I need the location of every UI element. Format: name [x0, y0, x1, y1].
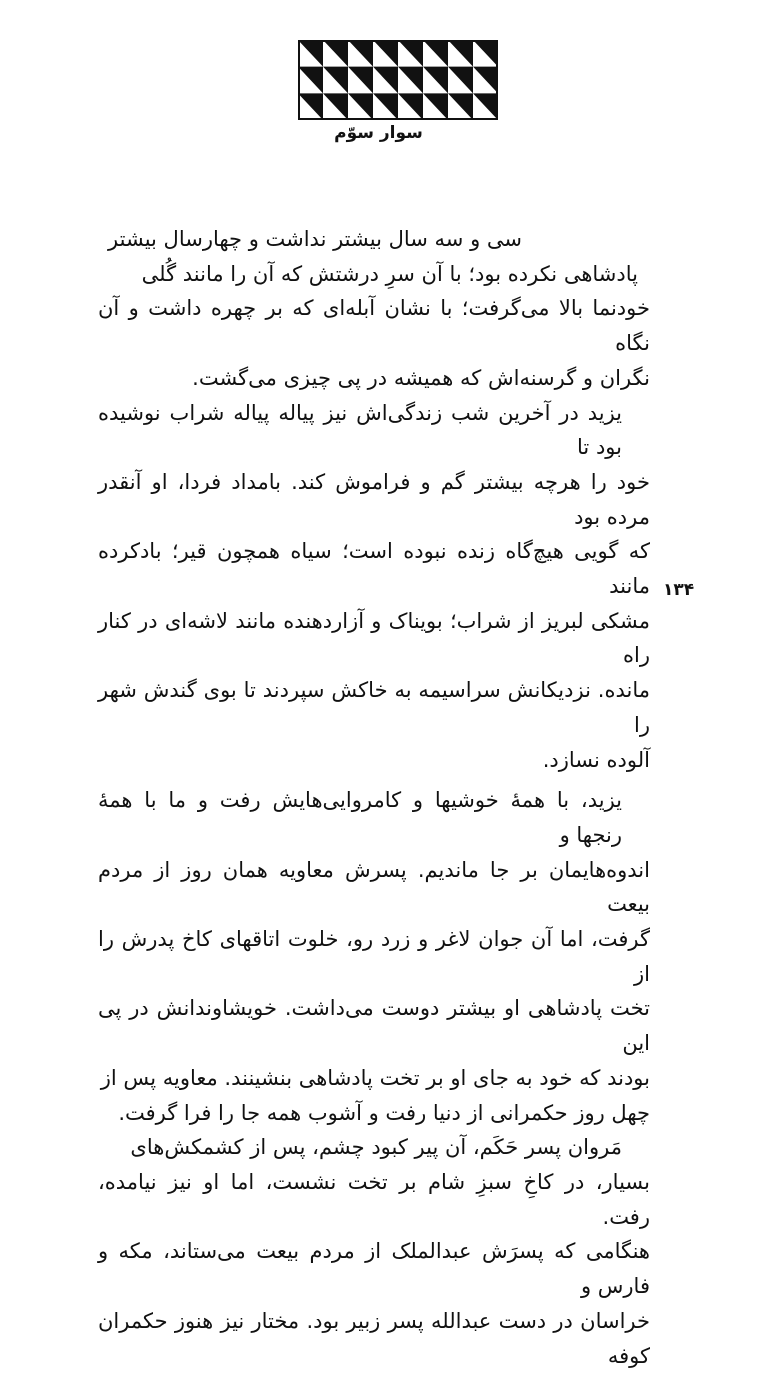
paragraph [98, 222, 650, 396]
ornament-triangle [348, 40, 373, 67]
ornament-triangle [423, 40, 448, 67]
text-line: یزید در آخرین شب زندگی‌اش نیز پیاله پیاله شراب نوشیده بود تا [98, 400, 622, 460]
ornament-triangle [473, 67, 498, 94]
text-line: چهل روز حکمرانی از دنیا رفت و آشوب همه جا را فرا گرفت. [118, 1100, 650, 1125]
triangle-pattern-icon [298, 40, 498, 120]
ornament-triangle [398, 40, 423, 67]
text-line: گرفت، اما آن جوان لاغر و زرد رو، خلوت اتاقهای کاخ پدرش را از [98, 927, 650, 986]
text-line: یزید، با همهٔ خوشیها و کامروایی‌هایش رفت و ما با همهٔ رنجها و [98, 788, 622, 847]
ornament-triangle [348, 93, 373, 120]
ornament-triangle [448, 93, 473, 120]
ornament-triangle [298, 67, 323, 94]
text-line: خراسان در دست عبدالله پسر زبیر بود. مختار نیز هنوز حکمران کوفه [98, 1308, 650, 1368]
text-line: مَروان پسر حَکَم، آن پیر کبود چشم، پس از کشمکش‌های [130, 1135, 622, 1160]
text-line: مشکی لبریز از شراب؛ بویناک و آزاردهنده مانند لاشه‌ای در کنار راه [98, 608, 650, 668]
ornament-triangle [298, 93, 323, 120]
text-line: پادشاهی نکرده بود؛ با آن سرِ درشتش که آن را مانند گُلی [141, 261, 638, 286]
text-line: آلوده نسازد. [542, 747, 650, 772]
ornament-triangle [473, 40, 498, 67]
page-number: ۱۳۴ [663, 580, 695, 600]
ornament-triangle [298, 40, 323, 67]
ornament-triangle [323, 67, 348, 94]
ornament-triangle [398, 93, 423, 120]
paragraph [98, 783, 650, 1130]
text-line: سی و سه سال بیشتر نداشت و چهارسال بیشتر [108, 227, 522, 251]
text-line: اندوه‌هایمان بر جا ماندیم. پسرش معاویه همان روز از مردم بیعت [98, 857, 650, 917]
ornament-triangle [398, 67, 423, 94]
ornament-triangle [423, 67, 448, 94]
text-line: مانده. نزدیکانش سراسیمه به خاکش سپردند تا بوی گندش شهر را [98, 678, 650, 737]
ornament-triangle [373, 67, 398, 94]
ornament-triangle [348, 67, 373, 94]
ornament-triangle [373, 40, 398, 67]
body-text [98, 222, 650, 1373]
ornament-triangle [323, 40, 348, 67]
ornament-triangle [448, 67, 473, 94]
text-line: بسیار، در کاخِ سبزِ شام بر تخت نشست، اما او نیز نیامده، رفت. [98, 1169, 650, 1229]
text-line: که گویی هیچ‌گاه زنده نبوده است؛ سیاه همچون قیر؛ بادکرده مانند [98, 539, 650, 599]
text-line: تخت پادشاهی او بیشتر دوست می‌داشت. خویشاوندانش در پی این [98, 996, 650, 1056]
text-line: نگران و گرسنه‌اش که همیشه در پی چیزی می‌گشت. [192, 365, 650, 390]
text-line: هنگامی که پسرَش عبدالملک از مردم بیعت می‌ستاند، مکه و فارس و [98, 1239, 650, 1299]
ornament-triangle [323, 93, 348, 120]
ornament-triangle [373, 93, 398, 120]
text-line: خودنما بالا می‌گرفت؛ با نشان آبله‌ای که بر چهره داشت و آن نگاه [98, 296, 650, 356]
chapter-title: سوار سوّم [334, 123, 423, 143]
ornament-triangle [423, 93, 448, 120]
ornament-triangle [448, 40, 473, 67]
text-line: بودند که خود به جای او بر تخت پادشاهی بنشینند. معاویه پس از [100, 1065, 650, 1090]
paragraph [98, 1130, 650, 1373]
ornament-triangle [473, 93, 498, 120]
text-line: خود را هرچه بیشتر گم و فراموش کند. بامداد فردا، او آنقدر مرده بود [98, 469, 650, 529]
paragraph [98, 396, 650, 778]
